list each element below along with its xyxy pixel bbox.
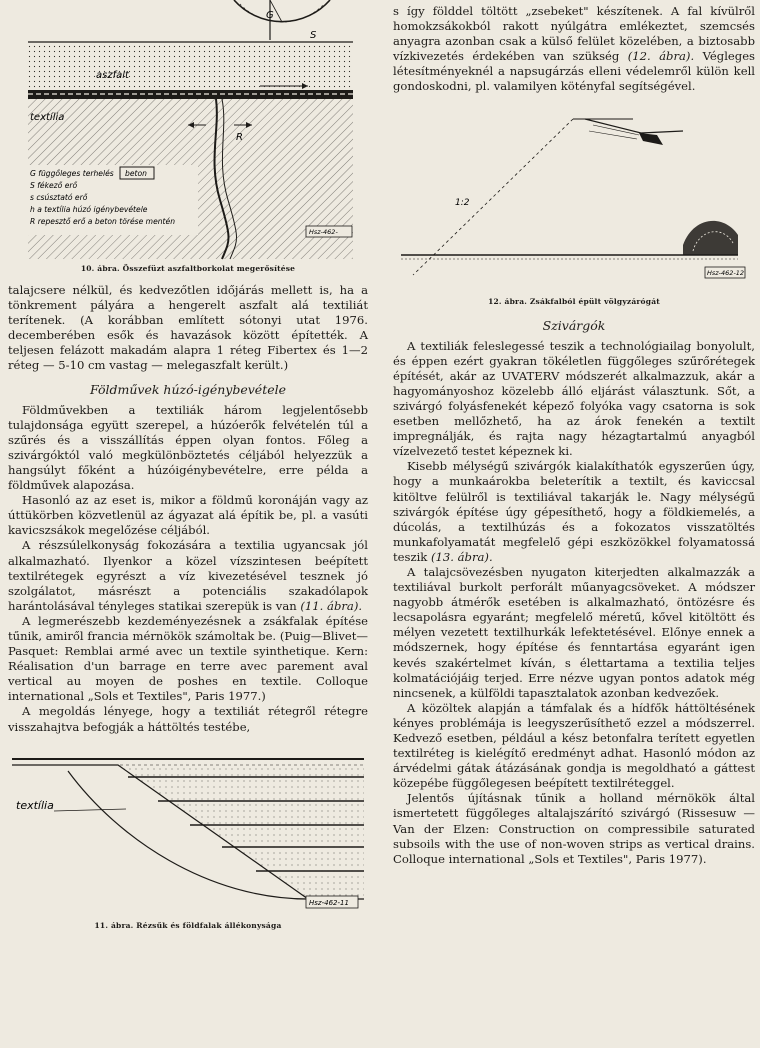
figure-reference: (12. ábra). (627, 49, 695, 64)
paragraph: A legmerészebb kezdeményezésnek a zsákfalak építése tűnik, amiről francia mérnökök számoltak be. (Puig—Blivet—Pasquet: Remblai armé avec un textile syinthetique. Kern: Réalisation d'un barrage en terre avec parement aval vertical au moyen de poshes en textile. Colloque international „Sols et Textiles", Paris 1977.) (8, 613, 368, 704)
paragraph (393, 4, 755, 95)
right-column (393, 0, 755, 867)
figure-10-caption: 10. ábra. Összefüzt aszfaltborkolat megerősítése (80, 264, 296, 273)
figure-10 (8, 0, 368, 273)
paragraph-text: A részsúlelkonyság fokozására a textilia ugyancsak jól alkalmazható. Ilyenkor a közel vízszintesen beépített textilrétegek egyrészt a víz kivezetésével tesznek jó szolgálatot, másrészt a potenciális szakadólapok harántolásával tényleges statikai szerepük is van (8, 538, 368, 613)
label-r: R (236, 132, 243, 143)
label-slope: 1:2 (455, 197, 470, 208)
figure-11-caption: 11. ábra. Rézsűk és földfalak állékonysága (94, 920, 282, 930)
legend-item-g: G függőleges terhelés (30, 169, 114, 178)
left-column (8, 0, 368, 930)
paragraph: A megoldás lényege, hogy a textiliát rétegről rétegre visszahajtva befogják a háttöltés testébe, (8, 704, 368, 734)
figure-12-stamp: Hsz-462-12 (707, 268, 745, 277)
legend-item-r: R repesztő erő a beton törése mentén (30, 217, 176, 226)
label-textile: textília (30, 112, 65, 123)
label-textile: textília (16, 798, 54, 812)
label-asphalt: aszfalt (96, 70, 129, 81)
legend-item-shear: s csúsztató erő (30, 193, 88, 202)
figure-11-stamp: Hsz-462-11 (309, 898, 349, 907)
figure-12 (393, 105, 755, 306)
paragraph (393, 459, 755, 565)
figure-12-caption: 12. ábra. Zsákfalból épült völgyzárógát (488, 296, 660, 306)
paragraph-text: Végleges létesítményeknél a napsugárzás elleni védelemről külön kell gondoskodni, pl. valamilyen kötényfal segítségével. (393, 49, 756, 94)
figure-11-drawing (8, 749, 368, 919)
legend-item-h: h a textília húzó igénybevétele (30, 205, 148, 214)
figure-11 (8, 749, 368, 930)
paragraph: talajcsere nélkül, és kedvezőtlen időjárás mellett is, ha a tönkrement pályára a hengerelt aszfalt alá textiliát terítenek. (A korábban említett sótonyi utat 1976. decemberében esők és havazások között építették. A teljesen felázott makadám alapra 1 réteg Fibertex és 1—2 réteg — 5-10 cm vastag — melegaszfalt került.) (8, 283, 368, 373)
paragraph: A talajcsövezésben nyugaton kiterjedten alkalmazzák a textiliával burkolt perforált műanyagcsöveket. A módszer nagyobb átmérők esetében is alkalmazható, öntözésre és lecsapolásra egyaránt; megfelelő méretű, kővel kitöltött és mélyen vezetett textilhurkák lefektetésével. Előnye ennek a módszernek, hogy építése és fenntartása egyaránt igen kevés szakértelmet kíván, s élettartama a textilia teljes kolmatációjáig terjed. Erre nézve ugyan pontos adatok még nincsenek, a külföldi tapasztalatok azonban kedvezőek. (393, 564, 755, 700)
figure-10-drawing (8, 0, 368, 262)
figure-reference: (11. ábra). (300, 598, 363, 613)
paragraph: Földművekben a textiliák három legjelentősebb tulajdonsága együtt szerepel, a húzóerők felvételén túl a szűrés és a visszállítás éppen olyan fontos. Főleg a szivárgóktól való megkülönböztetés céljából helyezzük a hangsúlyt főként a húzóigénybevételre, erre példa a földművek alapozása. (8, 402, 368, 493)
label-s: S (310, 30, 317, 41)
figure-10-stamp: Hsz-462- (309, 228, 338, 236)
paragraph (8, 538, 368, 613)
label-g: G (266, 10, 274, 21)
paragraph-text: s így földdel töltött „zsebeket" készítenek. A fal kívülről homokzsákokból rakott nyúlgátra emlékeztet, szemcsés anyagra azonban csak a külső felület közelében, a biztosabb vízkivezetés érdekében van szükség (393, 4, 755, 64)
paragraph: A közöltek alapján a támfalak és a hídfők háttöltésének kényes problémája is leegyszerűsíthető ezzel a módszerrel. Kedvező esetben, például a kész betonfalra terített egyetlen textilréteg is kielégítő eredményt adhat. Hasonló módon az árvédelmi gátak átázásának gondja is megoldható a gáttest közepébe függőlegesen beépített textilréteggel. (393, 700, 755, 791)
section-heading: Földművek húzó-igénybevétele (89, 381, 287, 397)
legend-box-label: beton (125, 169, 147, 178)
paragraph: A textiliák feleslegessé teszik a technológiailag bonyolult, és éppen ezért gyakran tökéletlen függőleges szűrőrétegek építését, akár az UVATERV módszerét alkalmazzuk, akár a hagyományoshoz közelebb álló eljárást választunk. Sőt, a szivárgó folyásfenekét képező folyóka vagy csatorna is sok esetben mellőzhető, ha az árok fenekén a textilt impregnálják, és rajta nagy hézagtartalmú anyagból vízelvezető testet képeznek ki. (393, 338, 755, 459)
figure-12-drawing (393, 105, 755, 295)
paragraph: Jelentős újításnak tűnik a holland mérnökök által ismertetett függőleges altalajszárító szivárgó (Rissesuw — Van der Elzen: Construction on compressibile saturated subsoils with the use of non-woven strips as vertical drains. Colloque international „Sols et Textiles", Paris 1977). (393, 791, 755, 866)
figure-reference: (13. ábra). (431, 549, 493, 564)
legend-item-s: S fékező erő (30, 181, 78, 190)
paragraph-text: Kisebb mélységű szivárgók kialakíthatók egyszerűen úgy, hogy a munkaárokba beleterítik a textilt, és kaviccsal kitöltve felülről is textiliával takarják le. Nagy mélységű szivárgók építése úgy gépesíthető, hogy a földkiemelés, a dúcolás, a textilhúzás és a fokozatos visszatöltés munkafolyamatát megfelelő gépi eszközökkel folyamatossá teszik (393, 459, 755, 564)
paragraph: Hasonló az az eset is, mikor a földmű koronáján vagy az úttükörben közvetlenül az ágyazat alá építik be, pl. a vasúti kavicszsákok megelőzése céljából. (8, 493, 368, 538)
section-heading: Szivárgók (542, 317, 606, 333)
